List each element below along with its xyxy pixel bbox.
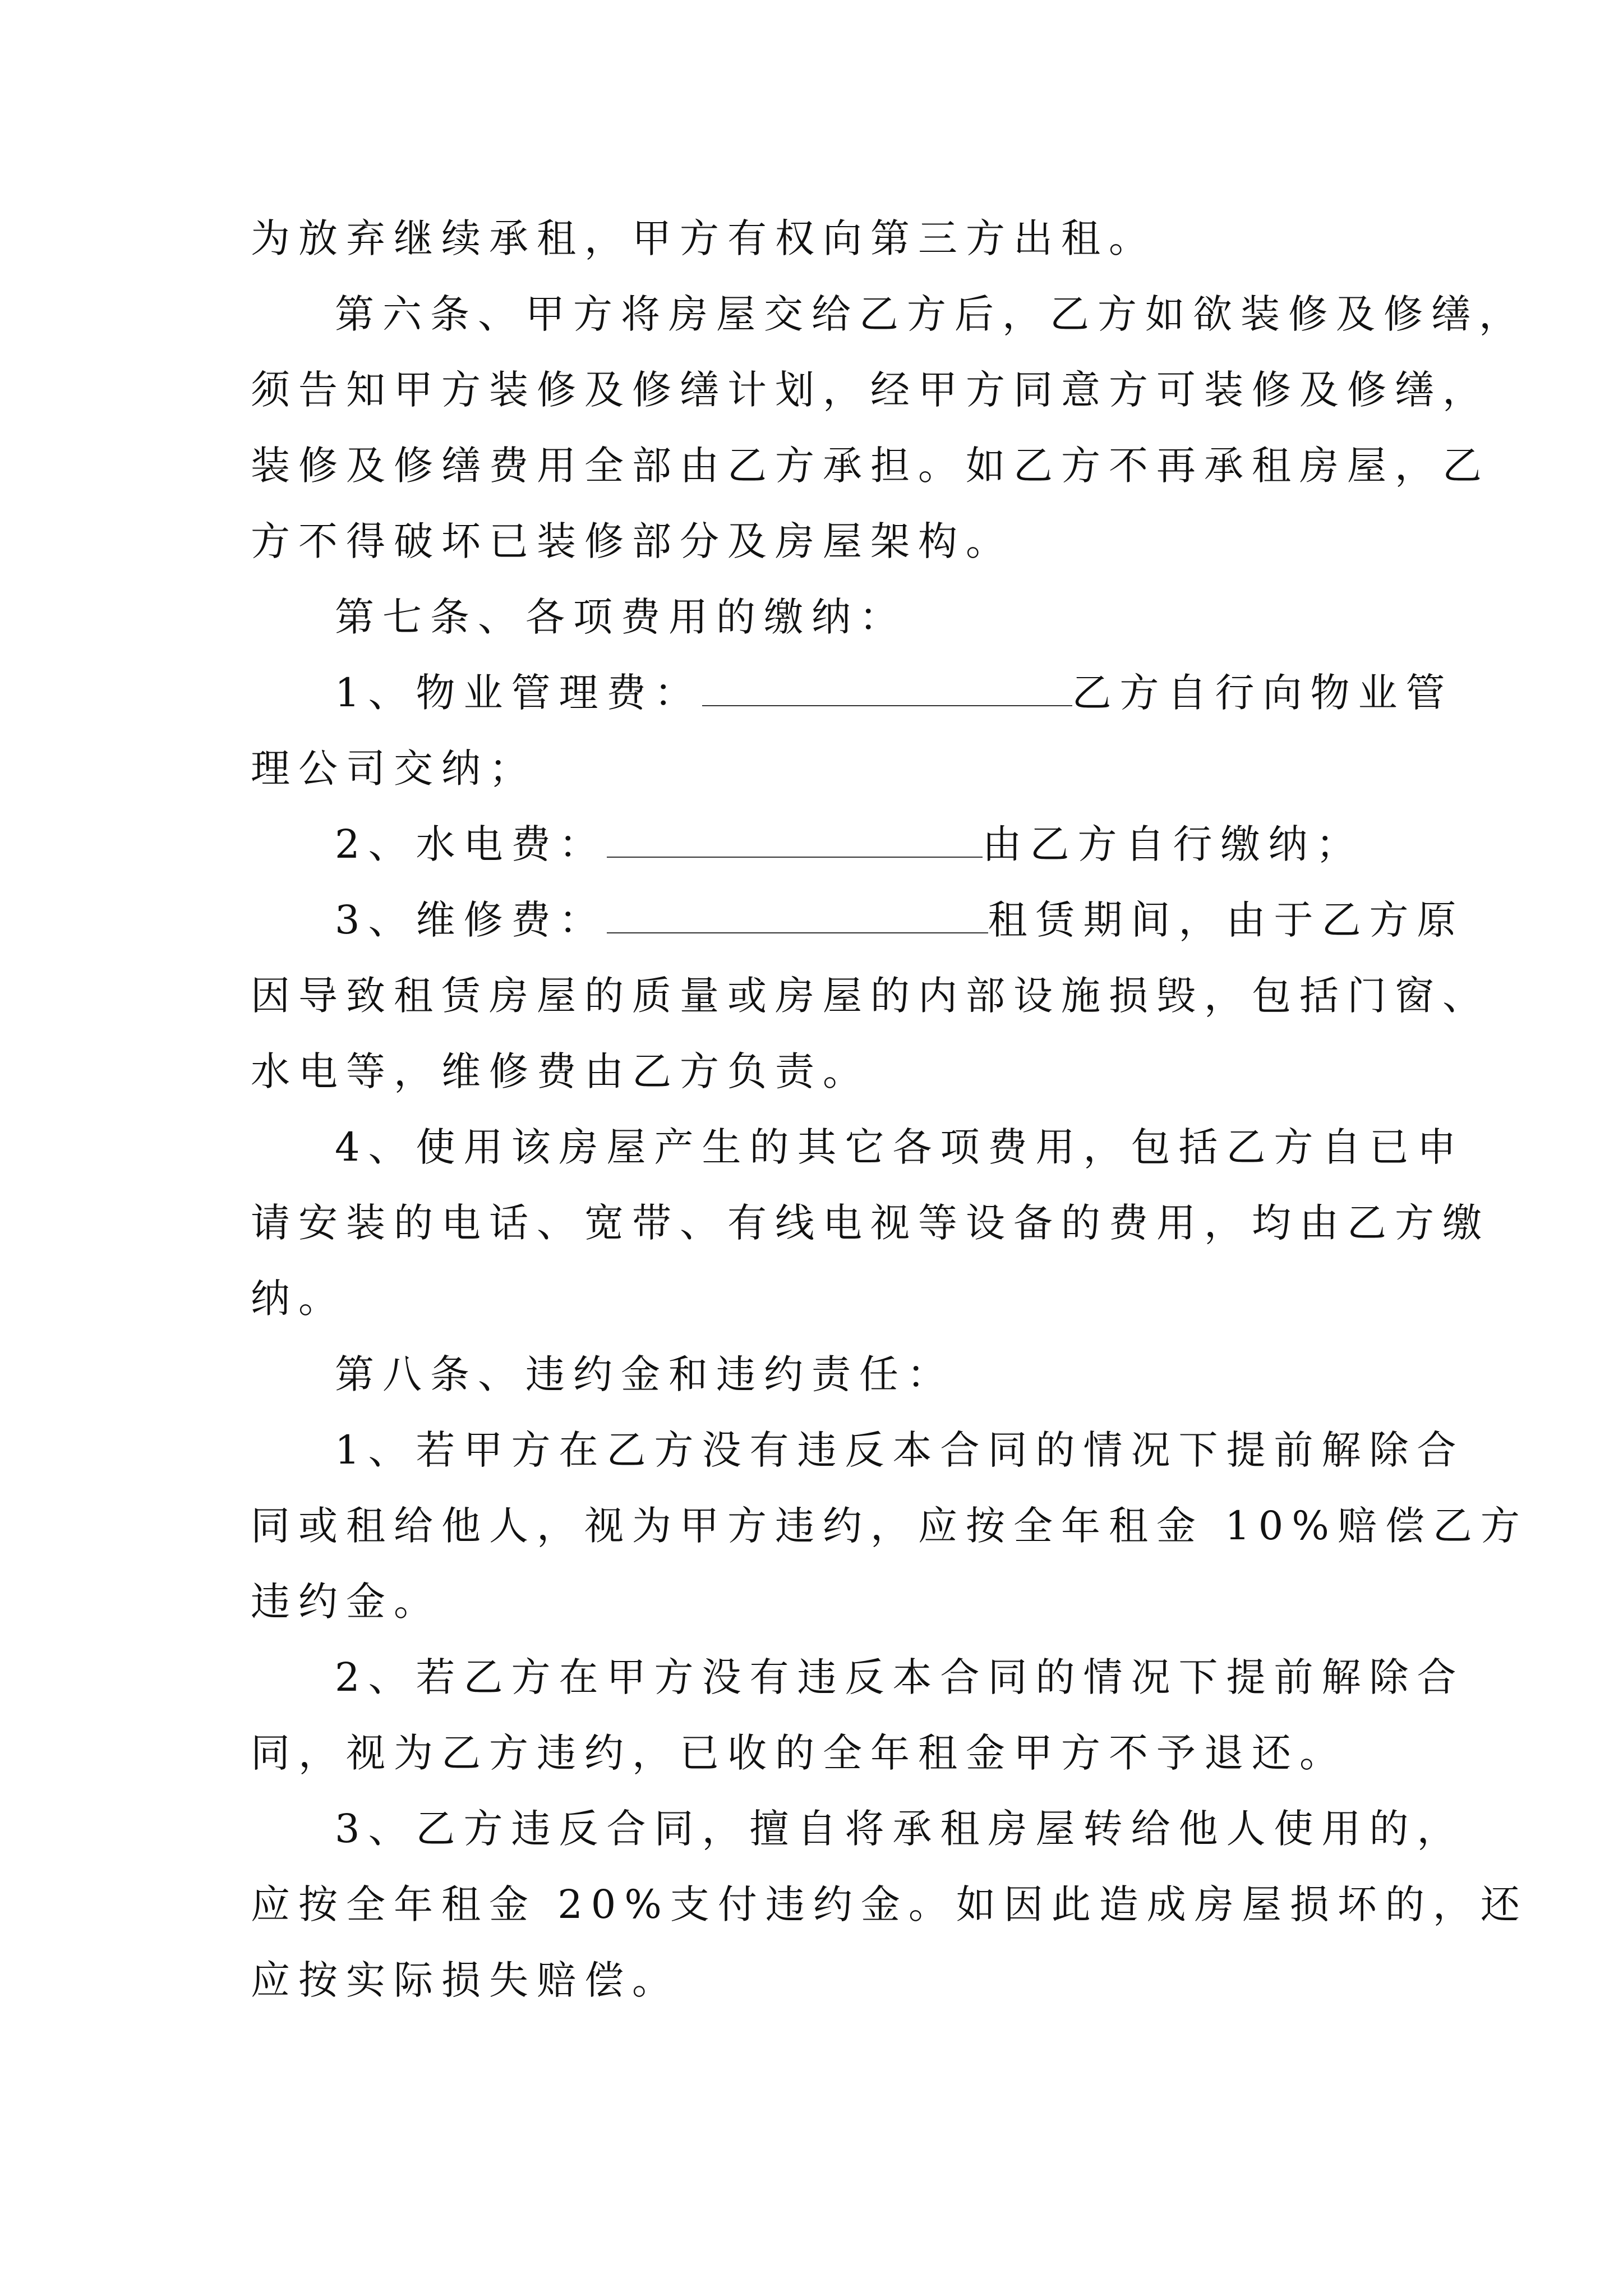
text-line: 同或租给他人，视为甲方违约，应按全年租金 10%赔偿乙方 bbox=[251, 1503, 1528, 1549]
text-line: 为放弃继续承租，甲方有权向第三方出租。 bbox=[251, 215, 1156, 261]
section-heading: 第八条、违约金和违约责任： bbox=[335, 1351, 955, 1397]
text-line bbox=[335, 895, 1465, 945]
text-line: 装修及修缮费用全部由乙方承担。如乙方不再承租房屋，乙 bbox=[251, 443, 1490, 489]
text-line: 须告知甲方装修及修缮计划，经甲方同意方可装修及修缮， bbox=[251, 367, 1490, 413]
document-page bbox=[251, 0, 1528, 2296]
text-line: 请安装的电话、宽带、有线电视等设备的费用，均由乙方缴 bbox=[251, 1200, 1490, 1246]
text-line bbox=[335, 668, 1454, 718]
text-line bbox=[335, 819, 1364, 869]
text-line: 因导致租赁房屋的质量或房屋的内部设施损毁，包括门窗、 bbox=[251, 973, 1490, 1019]
item-label: 3、维修费： bbox=[335, 897, 607, 943]
fill-in-blank[interactable] bbox=[607, 823, 983, 858]
text-line: 纳。 bbox=[251, 1276, 346, 1322]
text-line: 同，视为乙方违约，已收的全年租金甲方不予退还。 bbox=[251, 1730, 1347, 1776]
fill-in-blank[interactable] bbox=[607, 899, 988, 933]
fill-in-blank[interactable] bbox=[702, 671, 1072, 706]
text-line: 应按全年租金 20%支付违约金。如因此造成房屋损坏的，还 bbox=[251, 1881, 1528, 1927]
text-line: 水电等，维修费由乙方负责。 bbox=[251, 1048, 870, 1094]
text-line: 4、使用该房屋产生的其它各项费用，包括乙方自已申 bbox=[335, 1124, 1465, 1170]
item-text: 乙方自行向物业管 bbox=[1072, 670, 1454, 716]
section-heading: 第七条、各项费用的缴纳： bbox=[335, 594, 907, 640]
text-line: 3、乙方违反合同，擅自将承租房屋转给他人使用的， bbox=[335, 1806, 1465, 1852]
item-label: 2、水电费： bbox=[335, 821, 607, 867]
text-line: 方不得破坏已装修部分及房屋架构。 bbox=[251, 518, 1013, 564]
text-line: 2、若乙方在甲方没有违反本合同的情况下提前解除合 bbox=[335, 1654, 1465, 1700]
text-line: 违约金。 bbox=[251, 1579, 441, 1625]
item-text: 由乙方自行缴纳； bbox=[982, 821, 1364, 867]
item-text: 租赁期间，由于乙方原 bbox=[988, 897, 1465, 943]
item-label: 1、物业管理费： bbox=[335, 670, 702, 716]
text-line: 理公司交纳； bbox=[251, 746, 537, 792]
text-line: 1、若甲方在乙方没有违反本合同的情况下提前解除合 bbox=[335, 1427, 1465, 1473]
text-line: 应按实际损失赔偿。 bbox=[251, 1957, 680, 2003]
text-line: 第六条、甲方将房屋交给乙方后，乙方如欲装修及修缮， bbox=[335, 291, 1527, 337]
